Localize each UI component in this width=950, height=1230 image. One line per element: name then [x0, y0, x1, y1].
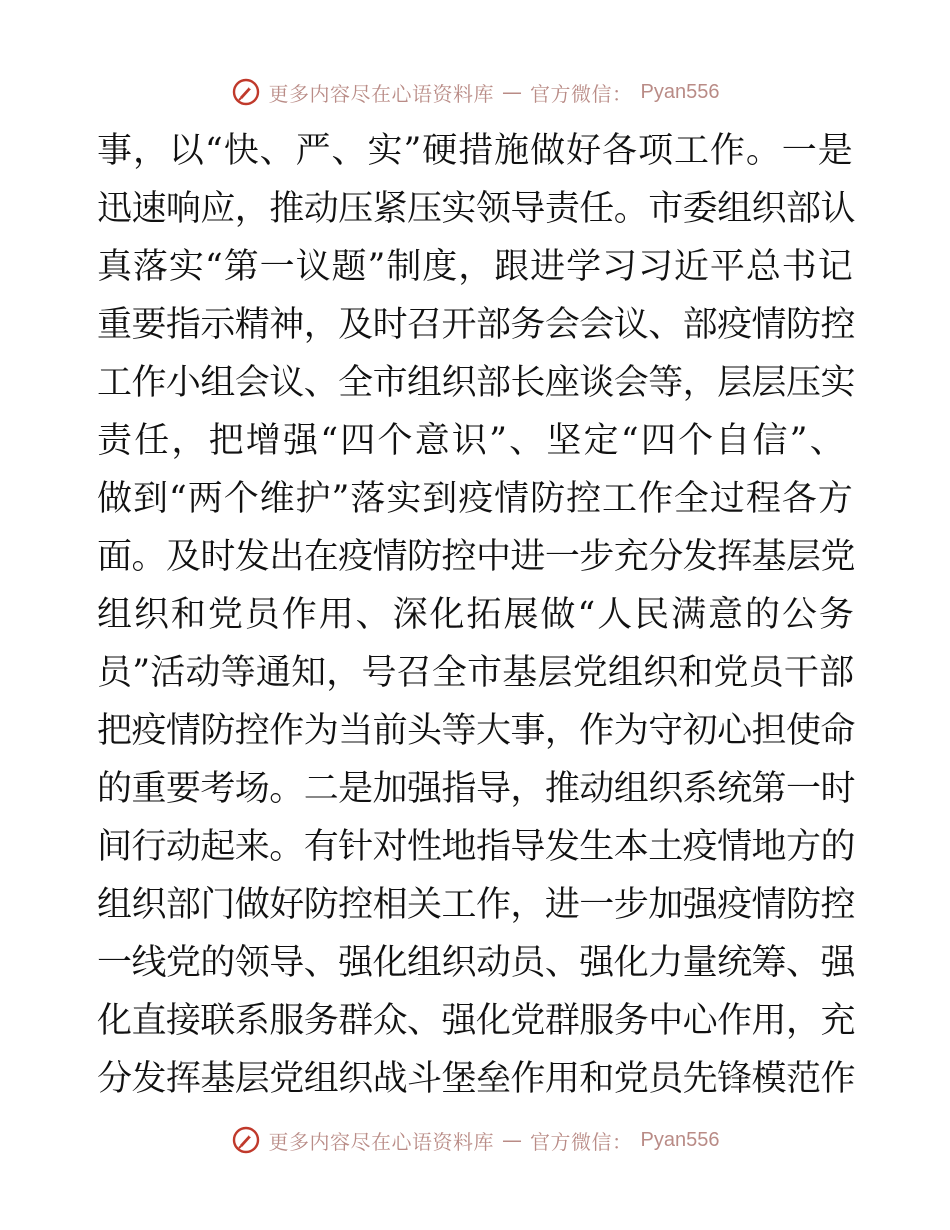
text-line: 迅速响应，推动压紧压实领导责任。市委组织部认 — [97, 189, 855, 229]
text-line: 工作小组会议、全市组织部长座谈会等，层层压实 — [97, 363, 855, 403]
text-line: 组织部门做好防控相关工作，进一步加强疫情防控 — [97, 885, 855, 925]
brand-logo-icon — [231, 1125, 261, 1155]
text-line: 的重要考场。二是加强指导，推动组织系统第一时 — [97, 769, 855, 809]
watermark-label: 官方微信： — [530, 81, 633, 106]
text-line: 员”活动等通知，号召全市基层党组织和党员干部 — [97, 653, 855, 693]
text-line: 间行动起来。有针对性地指导发生本土疫情地方的 — [97, 827, 855, 867]
watermark-text: 更多内容尽在心语资料库 — [268, 81, 495, 106]
text-line: 做到“两个维护”落实到疫情防控工作全过程各方 — [97, 479, 854, 519]
text-line: 真落实“第一议题”制度，跟进学习习近平总书记 — [97, 247, 854, 287]
text-line: 面。及时发出在疫情防控中进一步充分发挥基层党 — [97, 537, 855, 577]
watermark-id: Pyan556 — [640, 1128, 720, 1151]
footer-watermark — [0, 1120, 950, 1160]
text-line: 分发挥基层党组织战斗堡垒作用和党员先锋模范作 — [97, 1059, 855, 1099]
text-line: 重要指示精神，及时召开部务会会议、部疫情防控 — [97, 305, 855, 345]
document-body — [97, 122, 857, 1108]
text-line: 把疫情防控作为当前头等大事，作为守初心担使命 — [97, 711, 855, 751]
text-line: 化直接联系服务群众、强化党群服务中心作用，充 — [97, 1001, 855, 1041]
header-watermark — [0, 72, 950, 112]
watermark-label: 官方微信： — [530, 1129, 633, 1154]
text-line: 一线党的领导、强化组织动员、强化力量统筹、强 — [97, 943, 855, 983]
brand-logo-icon — [231, 77, 261, 107]
text-line: 事，以“快、严、实”硬措施做好各项工作。一是 — [97, 131, 854, 171]
watermark-separator: — — [502, 80, 523, 104]
watermark-id: Pyan556 — [640, 80, 720, 103]
text-line: 组织和党员作用、深化拓展做“人民满意的公务 — [97, 595, 856, 635]
watermark-text: 更多内容尽在心语资料库 — [268, 1129, 495, 1154]
text-line: 责任，把增强“四个意识”、坚定“四个自信”、 — [97, 421, 847, 461]
watermark-separator: — — [502, 1128, 523, 1152]
